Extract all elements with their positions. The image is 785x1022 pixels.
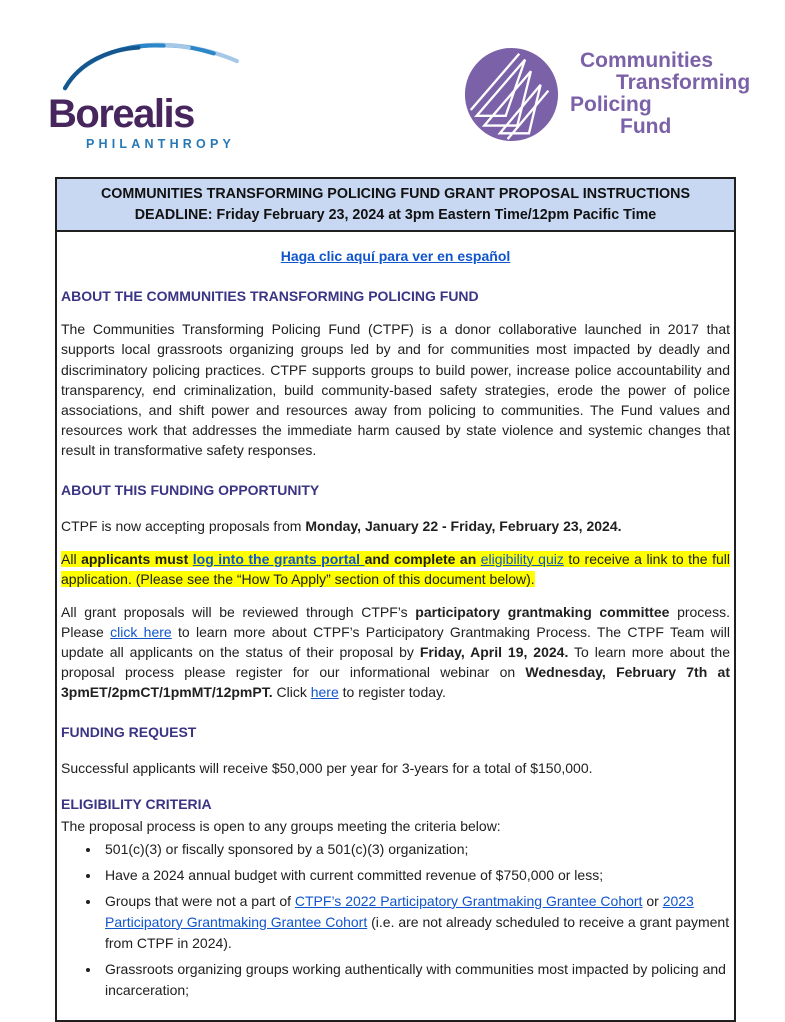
text-run: (i.e. are not already scheduled to receive a grant payment from CTPF in 2024). bbox=[105, 913, 730, 951]
eligibility-intro: The proposal process is open to any groups meeting the criteria below: bbox=[61, 817, 501, 834]
borealis-subtitle: PHILANTHROPY bbox=[86, 137, 236, 151]
text-run: All grant proposals will be reviewed through CTPF’s bbox=[61, 603, 416, 620]
document-box bbox=[55, 177, 736, 1022]
spanish-version-link-row bbox=[61, 246, 730, 266]
text-run: Grassroots organizing groups working authentically with communities most impacted by policing and incarceration; bbox=[105, 960, 726, 998]
borealis-wordmark: Borealis bbox=[48, 92, 194, 136]
ctpf-logo bbox=[463, 40, 750, 143]
text-run: to learn more about CTPF’s Participatory Grantmaking Process. The CTPF Team will update all applicants on the status of their proposal by bbox=[61, 623, 730, 660]
text-run: to register today. bbox=[338, 683, 446, 700]
text-run: to receive a link to the full application. (Please see the “How To Apply” section of this document below). bbox=[61, 550, 730, 587]
text-run: Friday, April 19, 2024. bbox=[419, 643, 569, 660]
funding-request-heading: FUNDING REQUEST bbox=[61, 723, 197, 740]
highlighted-apply-notice bbox=[61, 549, 730, 589]
spanish-version-link[interactable]: Haga clic aquí para ver en español bbox=[280, 248, 511, 265]
text-run: participatory grantmaking committee bbox=[415, 603, 670, 620]
text-run: Wednesday, February 7th at 3pmET/2pmCT/1pmMT/12pmPT. bbox=[61, 663, 730, 700]
text-run: Have a 2024 annual budget with current committed revenue of $750,000 or less; bbox=[105, 866, 604, 883]
ctpf-word-line: Transforming bbox=[616, 71, 751, 94]
eligibility-bullet bbox=[101, 891, 730, 954]
inline-link[interactable]: here bbox=[310, 683, 339, 700]
document-deadline: DEADLINE: Friday February 23, 2024 at 3pm Eastern Time/12pm Pacific Time bbox=[134, 206, 657, 223]
ctpf-circle-icon bbox=[463, 46, 560, 143]
funding-request-line: Successful applicants will receive $50,000 per year for 3-years for a total of $150,000. bbox=[61, 759, 593, 776]
borealis-logo bbox=[48, 36, 258, 151]
eligibility-list bbox=[61, 839, 730, 1001]
document-body bbox=[57, 232, 734, 1019]
logo-row bbox=[0, 0, 785, 177]
borealis-arcs-icon bbox=[58, 36, 244, 92]
text-run: Groups that were not a part of bbox=[105, 892, 295, 909]
about-fund-heading: ABOUT THE COMMUNITIES TRANSFORMING POLICING FUND bbox=[61, 288, 479, 305]
ctpf-wordmark bbox=[570, 50, 750, 143]
text-run: and complete an bbox=[364, 550, 481, 567]
inline-link[interactable]: eligibility quiz bbox=[480, 550, 564, 567]
text-run: CTPF is now accepting proposals from bbox=[61, 517, 306, 534]
text-run: Click bbox=[272, 683, 311, 700]
ctpf-word-line: Policing bbox=[570, 93, 652, 116]
ctpf-word-line: Communities bbox=[580, 49, 714, 72]
text-run: process. Please bbox=[61, 603, 730, 640]
inline-link[interactable]: 2023 Participatory Grantmaking Grantee Cohort bbox=[105, 892, 694, 930]
text-run: 501(c)(3) or fiscally sponsored by a 501(c)(3) organization; bbox=[105, 840, 469, 857]
about-fund-paragraph: The Communities Transforming Policing Fund (CTPF) is a donor collaborative launched in 2017 that supports local grassroots organizing groups led by and for communities most impacted by deadly and discriminatory policing practices. CTPF supports groups to build power, increase police accountability and transparency, end criminalization, build community-based safety strategies, erode the power of police associations, and shift power and resources away from policing to communities. The Fund values and resources work that addresses the immediate harm caused by state violence and systemic changes that result in transformative safety responses. bbox=[61, 321, 730, 458]
text-run: or bbox=[642, 892, 663, 909]
eligibility-bullet bbox=[101, 839, 730, 860]
document-title: COMMUNITIES TRANSFORMING POLICING FUND GRANT PROPOSAL INSTRUCTIONS bbox=[100, 186, 691, 202]
inline-link[interactable]: log into the grants portal bbox=[192, 550, 365, 567]
text-run: All bbox=[61, 550, 82, 567]
ctpf-word-line: Fund bbox=[620, 115, 672, 138]
inline-link[interactable]: CTPF’s 2022 Participatory Grantmaking Grantee Cohort bbox=[294, 892, 643, 909]
text-run: applicants must bbox=[81, 550, 193, 567]
text-run: To learn more about the proposal process please register for our informational webinar on bbox=[61, 643, 730, 680]
inline-link[interactable]: click here bbox=[110, 623, 172, 640]
eligibility-bullet bbox=[101, 959, 730, 1001]
eligibility-heading: ELIGIBILITY CRITERIA bbox=[61, 795, 212, 812]
eligibility-bullet bbox=[101, 865, 730, 886]
document-header-band bbox=[57, 179, 734, 232]
accepting-proposals-line bbox=[61, 516, 730, 536]
review-process-paragraph bbox=[61, 602, 730, 702]
text-run: Monday, January 22 - Friday, February 23, 2024. bbox=[305, 517, 622, 534]
funding-opportunity-heading: ABOUT THIS FUNDING OPPORTUNITY bbox=[61, 481, 320, 498]
